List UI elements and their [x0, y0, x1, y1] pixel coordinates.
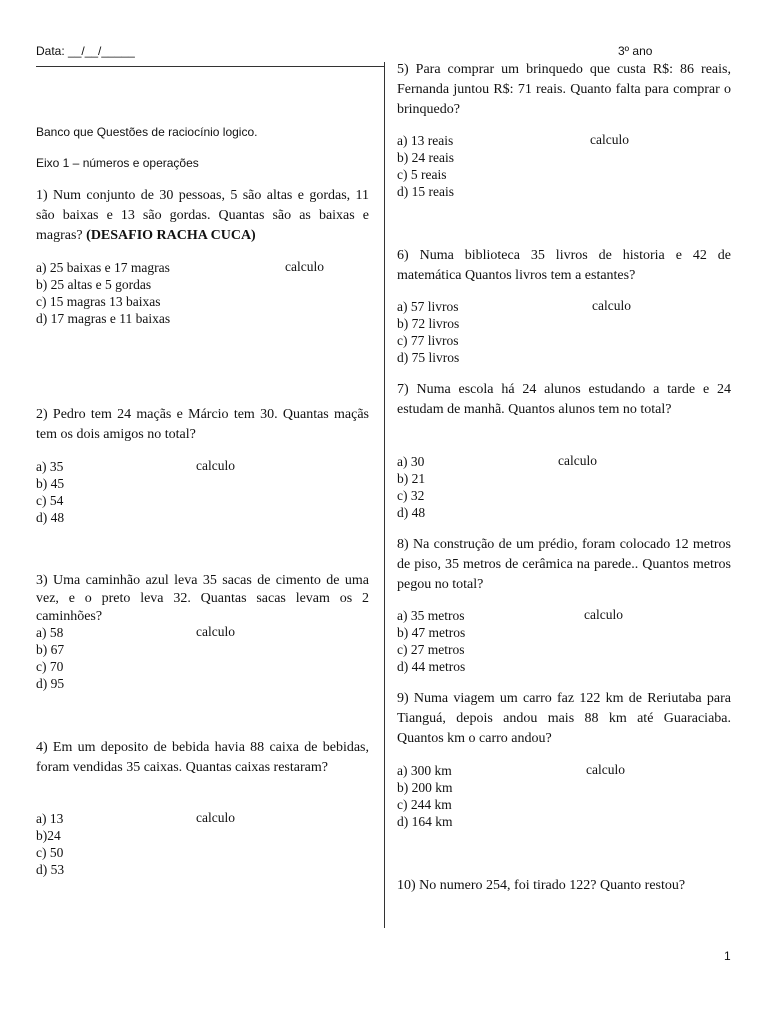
question-9-text: 9) Numa viagem um carro faz 122 km de Reriutaba para Tianguá, depois andou mais 88 km até Guaraciaba. Quantos km o carro andou? — [397, 691, 731, 746]
option: d) 44 metros — [397, 659, 466, 674]
option: b) 45 — [36, 476, 65, 491]
axis-title: Eixo 1 – números e operações — [36, 156, 199, 170]
date-field-label: Data: __/__/_____ — [36, 44, 135, 58]
option: a) 13 — [36, 811, 64, 826]
option: a) 300 km — [397, 763, 452, 778]
question-1-highlight: (DESAFIO RACHA CUCA) — [86, 228, 256, 243]
calc-label: calculo — [285, 259, 324, 274]
option: d) 15 reais — [397, 184, 454, 199]
option: b) 200 km — [397, 780, 453, 795]
option: a) 35 — [36, 459, 64, 474]
header-rule — [36, 66, 384, 67]
option: c) 54 — [36, 493, 64, 508]
question-1-text: 1) Num conjunto de 30 pessoas, 5 são altas e gordas, 11 são baixas e 13 são gordas. Quantas são as baixas e magras? — [36, 188, 369, 243]
bank-title: Banco que Questões de raciocínio logico. — [36, 125, 258, 139]
calc-label: calculo — [196, 810, 235, 825]
calc-label: calculo — [196, 458, 235, 473]
option: d) 48 — [397, 505, 426, 520]
option: b) 72 livros — [397, 316, 460, 331]
option: a) 13 reais — [397, 133, 454, 148]
question-4-text: 4) Em um deposito de bebida havia 88 caixa de bebidas, foram vendidas 35 caixas. Quantas caixas restaram? — [36, 740, 369, 775]
option: d) 95 — [36, 676, 65, 691]
option: c) 77 livros — [397, 333, 459, 348]
calc-label: calculo — [558, 453, 597, 468]
column-divider — [384, 62, 385, 928]
page-number: 1 — [724, 949, 731, 963]
question-5-text: 5) Para comprar um brinquedo que custa R$: 86 reais, Fernanda juntou R$: 71 reais. Quanto falta para comprar o brinquedo? — [397, 62, 731, 117]
question-8-text: 8) Na construção de um prédio, foram colocado 12 metros de piso, 35 metros de cerâmica na parede.. Quantos metros pegou no total? — [397, 537, 731, 592]
option: c) 32 — [397, 488, 425, 503]
question-2-text: 2) Pedro tem 24 maçãs e Márcio tem 30. Quantas maçãs tem os dois amigos no total? — [36, 407, 369, 442]
question-7-text: 7) Numa escola há 24 alunos estudando a tarde e 24 estudam de manhã. Quantos alunos tem no total? — [397, 382, 731, 417]
calc-label: calculo — [592, 298, 631, 313]
question-10-text: 10) No numero 254, foi tirado 122? Quanto restou? — [397, 878, 686, 893]
option: c) 15 magras 13 baixas — [36, 294, 161, 309]
option: b)24 — [36, 828, 61, 843]
option: d) 75 livros — [397, 350, 460, 365]
option: d) 164 km — [397, 814, 453, 829]
question-3-text: 3) Uma caminhão azul leva 35 sacas de cimento de uma vez, e o preto leva 32. Quantas sacas levam os 2 caminhões? — [36, 573, 369, 624]
option: b) 25 altas e 5 gordas — [36, 277, 152, 292]
option: c) 5 reais — [397, 167, 447, 182]
calc-label: calculo — [586, 762, 625, 777]
option: a) 30 — [397, 454, 425, 469]
question-6-text: 6) Numa biblioteca 35 livros de historia e 42 de matemática Quantos livros tem a estantes? — [397, 248, 731, 283]
option: b) 21 — [397, 471, 426, 486]
calc-label: calculo — [590, 132, 629, 147]
option: c) 70 — [36, 659, 64, 674]
option: a) 58 — [36, 625, 64, 640]
option: d) 17 magras e 11 baixas — [36, 311, 171, 326]
option: a) 57 livros — [397, 299, 459, 314]
option: d) 48 — [36, 510, 65, 525]
option: b) 24 reais — [397, 150, 454, 165]
option: b) 47 metros — [397, 625, 466, 640]
question-1 — [36, 186, 369, 246]
grade-label: 3º ano — [618, 44, 653, 58]
option: c) 27 metros — [397, 642, 465, 657]
option: c) 244 km — [397, 797, 452, 812]
option: a) 25 baixas e 17 magras — [36, 260, 170, 275]
option: d) 53 — [36, 862, 65, 877]
calc-label: calculo — [196, 624, 235, 639]
option: c) 50 — [36, 845, 64, 860]
calc-label: calculo — [584, 607, 623, 622]
option: a) 35 metros — [397, 608, 465, 623]
option: b) 67 — [36, 642, 65, 657]
